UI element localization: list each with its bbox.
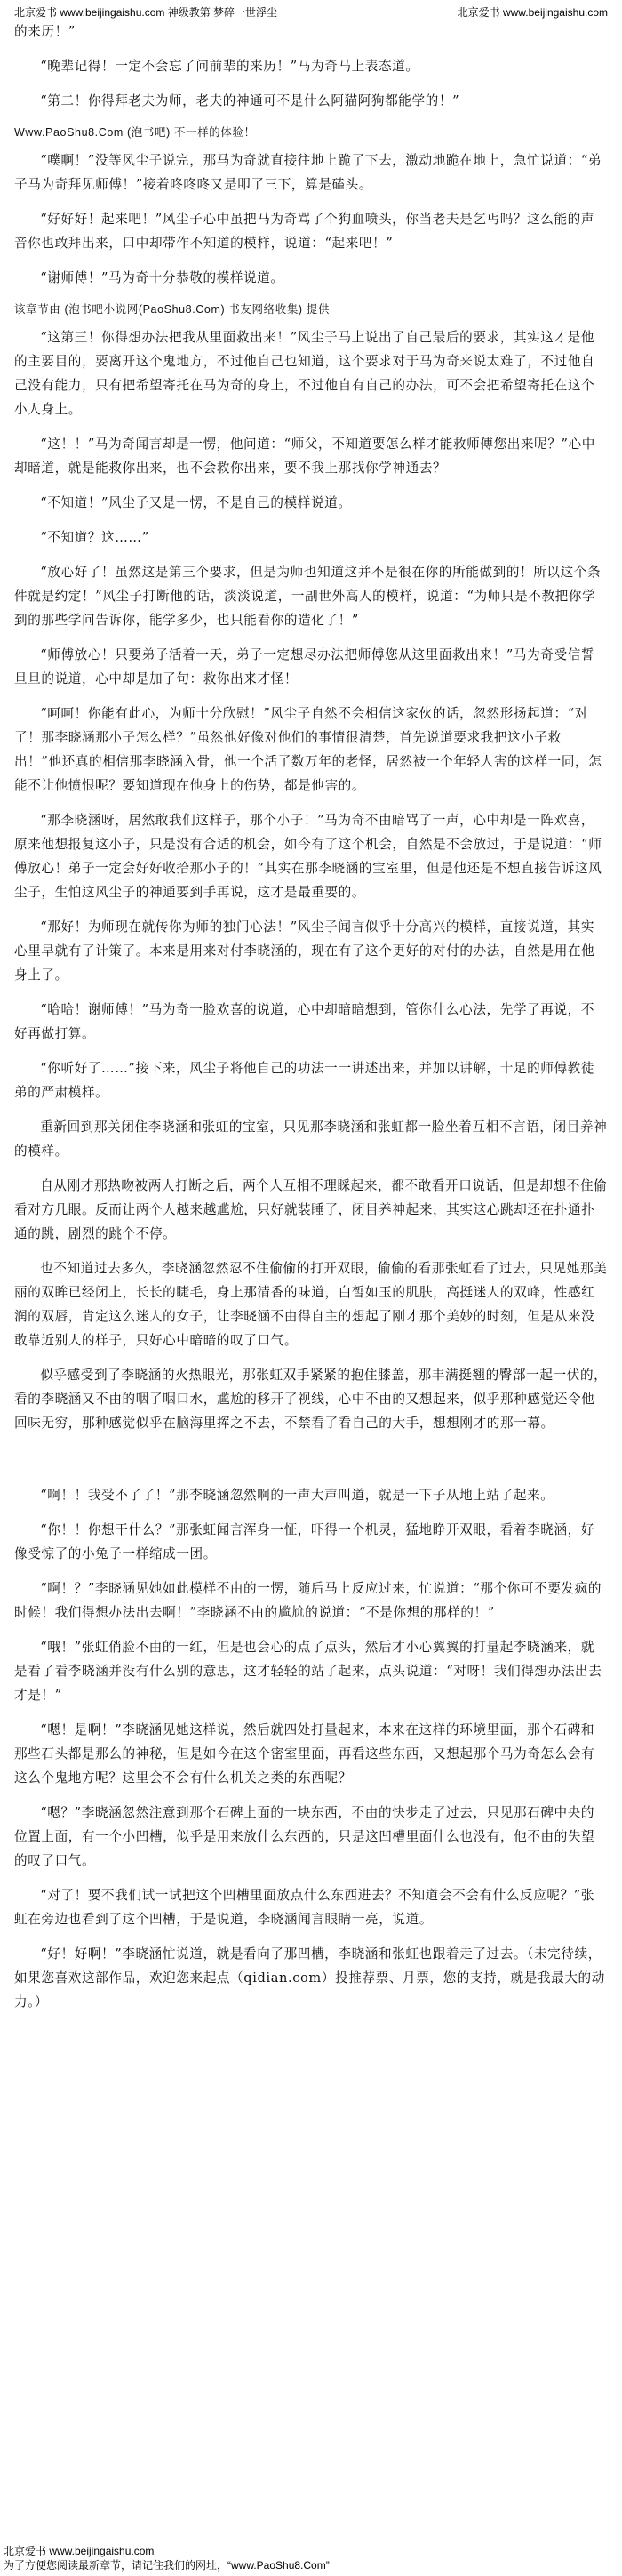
body-paragraph: “嗯？”李晓涵忽然注意到那个石碑上面的一块东西，不由的快步走了过去，只见那石碑中央的位置上面，有一个小凹槽，似乎是用来放什么东西的，只是这凹槽里面什么也没有，他不由的失望的叹了口气。	[14, 1805, 595, 1868]
body-paragraph: “晚辈记得！一定不会忘了问前辈的来历！”马为奇马上表态道。	[40, 59, 419, 74]
body-paragraph: 重新回到那关闭住李晓涵和张虹的宝室，只见那李晓涵和张虹都一脸坐着互相不言语，闭目养神的模样。	[14, 1119, 608, 1159]
body-paragraph: 似乎感受到了李晓涵的火热眼光，那张虹双手紧紧的抱住膝盖，那丰满挺翘的臀部一起一伏的，看的李晓涵又不由的咽了咽口水，尴尬的移开了视线，心中不由的又想起来，似乎那种感觉还令他回味无穷，那种感觉似乎在脑海里挥之不去，不禁看了看自己的大手，想想刚才的那一幕。	[14, 1368, 608, 1431]
body-paragraph: 的来历！”	[14, 24, 76, 39]
body-paragraph: “呵呵！你能有此心，为师十分欣慰！”风尘子自然不会相信这家伙的话，忽然形扬起道：“对了！那李晓涵那小子怎么样？”虽然他好像对他们的事情很清楚，首先说道要求我把这小子救出！”他还真的相信那李晓涵入骨，他一个活了数万年的老怪，居然被一个年轻人害的这样一同，怎能不让他愤恨呢？要知道现在他身上的伤势，都是他害的。	[14, 706, 602, 793]
body-paragraph: “这！！”马为奇闻言却是一愣，他问道：“师父，不知道要怎么样才能救师傅您出来呢？”心中却暗道，就是能救你出来，也不会救你出来，要不我上那找你学神通去？	[14, 437, 595, 476]
body-paragraph: “哈哈！谢师傅！”马为奇一脸欢喜的说道，心中却暗暗想到，管你什么心法，先学了再说，不好再做打算。	[14, 1002, 595, 1041]
body-paragraph: “啊！！我受不了了！”那李晓涵忽然啊的一声大声叫道，就是一下子从地上站了起来。	[40, 1488, 554, 1503]
body-paragraph: “不知道！”风尘子又是一愣，不是自己的模样说道。	[40, 495, 352, 510]
footer-site-link[interactable]: 北京爱书 www.beijingaishu.com	[4, 2545, 155, 2557]
footer-notice: 为了方便您阅读最新章节，请记住我们的网址，“www.PaoShu8.Com”	[4, 2559, 330, 2572]
page-footer	[4, 2544, 330, 2572]
body-paragraph: “啊！？”李晓涵见她如此模样不由的一愣，随后马上反应过来，忙说道：“那个你可不要发疯的时候！我们得想办法出去啊！”李晓涵不由的尴尬的说道：“不是你想的那样的！”	[14, 1581, 602, 1620]
body-paragraph: 也不知道过去多久，李晓涵忽然忍不住偷偷的打开双眼，偷偷的看那张虹看了过去，只见她那美丽的双眸已经闭上，长长的睫毛，身上那清香的味道，白皙如玉的肌肤，高挺迷人的双峰，性感红润的双唇，肯定这么迷人的女子，让李晓涵不由得自主的想起了刚才那个美妙的时刻，但是从来没敢靠近别人的样子，只好心中暗暗的叹了口气。	[14, 1261, 608, 1348]
page-header	[14, 4, 608, 20]
body-paragraph: “那好！为师现在就传你为师的独门心法！”风尘子闻言似乎十分高兴的模样，直接说道，其实心里早就有了计策了。本来是用来对付李晓涵的，现在有了这个更好的对付的办法，自然是用在他身上了。	[14, 919, 595, 983]
watermark-line: Www.PaoShu8.Com (泡书吧) 不一样的体验！	[14, 126, 256, 139]
body-paragraph: “你！！你想干什么？”那张虹闻言浑身一怔，吓得一个机灵，猛地睁开双眼，看着李晓涵，好像受惊了的小兔子一样缩成一团。	[14, 1522, 595, 1561]
body-paragraph: “你听好了……”接下来，风尘子将他自己的功法一一讲述出来，并加以讲解，十足的师傅教徒弟的严肃模样。	[14, 1061, 595, 1100]
body-paragraph: 自从刚才那热吻被两人打断之后，两个人互相不理睬起来，都不敢看开口说话，但是却想不住偷看对方几眼。反而让两个人越来越尴尬，只好就装睡了，闭目养神起来，其实这心跳却还在扑通扑通的跳，剧烈的跳个不停。	[14, 1178, 608, 1241]
body-paragraph: “哦！”张虹俏脸不由的一红，但是也会心的点了点头，然后才小心翼翼的打量起李晓涵来，就是看了看李晓涵并没有什么别的意思，这才轻轻的站了起来，点头说道：“对呀！我们得想办法出去才是！”	[14, 1640, 602, 1703]
body-paragraph: “对了！要不我们试一试把这个凹槽里面放点什么东西进去？不知道会不会有什么反应呢？”张虹在旁边也看到了这个凹槽，于是说道，李晓涵闻言眼睛一亮，说道。	[14, 1888, 595, 1927]
watermark-line: 该章节由 (泡书吧小说网(PaoShu8.Com) 书友网络收集) 提供	[14, 303, 330, 316]
body-paragraph: “嗯！是啊！”李晓涵见她这样说，然后就四处打量起来，本来在这样的环境里面，那个石碑和那些石头都是那么的神秘，但是如今在这个密室里面，再看这些东西，又想起那个马为奇怎么会有这么个鬼地方呢？这里会不会有什么机关之类的东西呢？	[14, 1722, 595, 1786]
body-paragraph: “不知道？这……”	[40, 530, 149, 545]
body-paragraph: “第二！你得拜老夫为师，老夫的神通可不是什么阿猫阿狗都能学的！”	[40, 93, 460, 108]
chapter-body	[14, 20, 608, 2014]
header-right-text: 北京爱书 www.beijingaishu.com	[457, 5, 608, 19]
body-paragraph: “噗啊！”没等风尘子说完，那马为奇就直接往地上跪了下去，激动地跪在地上，急忙说道：“弟子马为奇拜见师傅！”接着咚咚咚又是叩了三下，算是磕头。	[14, 153, 602, 192]
body-paragraph: “谢师傅！”马为奇十分恭敬的模样说道。	[40, 270, 284, 285]
body-paragraph: “师傅放心！只要弟子活着一天，弟子一定想尽办法把师傅您从这里面救出来！”马为奇受信誓旦旦的说道，心中却是加了句：救你出来才怪！	[14, 647, 595, 686]
body-paragraph: “那李晓涵呀，居然敢我们这样子，那个小子！”马为奇不由暗骂了一声，心中却是一阵欢喜，原来他想报复这小子，只是没有合适的机会，如今有了这个机会，自然是不会放过，于是说道：“师傅放心！弟子一定会好好收拾那小子的！”其实在那李晓涵的宝室里，但是他还是不想直接告诉这风尘子，生怕这风尘子的神通要到手再说，这才是最重要的。	[14, 813, 602, 900]
body-paragraph: “好好好！起来吧！”风尘子心中虽把马为奇骂了个狗血喷头，你当老夫是乞丐吗？这么能的声音你也敢拜出来，口中却带作不知道的模样，说道：“起来吧！”	[14, 212, 595, 251]
body-paragraph: “这第三！你得想办法把我从里面救出来！”风尘子马上说出了自己最后的要求，其实这才是他的主要目的，要离开这个鬼地方，不过他自己也知道，这个要求对于马为奇来说太难了，不过他自己没有能力，只有把希望寄托在马为奇的身上，不过他自有自己的办法，可不会把希望寄托在这个小人身上。	[14, 330, 595, 417]
body-paragraph: “好！好啊！”李晓涵忙说道，就是看向了那凹槽，李晓涵和张虹也跟着走了过去。（未完待续，如果您喜欢这部作品，欢迎您来起点（qidian.com）投推荐票、月票，您的支持，就是我最大的动力。）	[14, 1946, 605, 2010]
section-gap	[14, 1446, 608, 1483]
body-paragraph: “放心好了！虽然这是第三个要求，但是为师也知道这并不是很在你的所能做到的！所以这个条件就是约定！”风尘子打断他的话，淡淡说道，一副世外高人的模样，说道：“为师只是不教把你学到的那些学问告诉你，能学多少，也只能看你的造化了！”	[14, 565, 602, 628]
header-left-text: 北京爱书 www.beijingaishu.com 神级教第 梦碎一世浮尘	[14, 5, 278, 19]
